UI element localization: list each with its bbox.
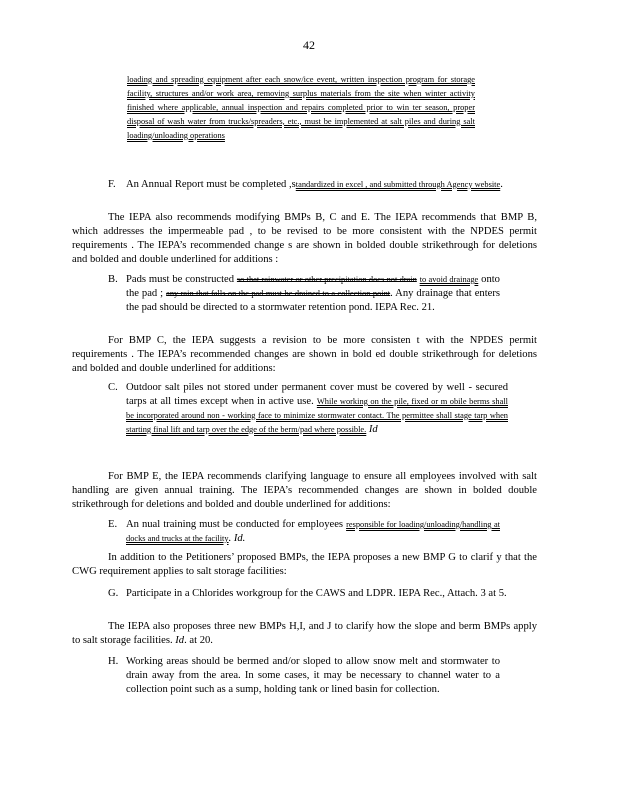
citation: Id — [368, 423, 378, 435]
citation: . Id. — [228, 532, 246, 544]
paragraph-text: For BMP E, the IEPA recommends clarifying language to ensure all employees involved with salt handling are given annual training. The IEPA’s recommended changes are shown in bolded double strikethrough for deletions and bolded and double underlined for additions: — [72, 471, 537, 510]
paragraph-3 — [72, 470, 537, 512]
item-text: Pads must be constructed — [126, 274, 235, 285]
item-text: Participate in a Chlorides workgroup for the CAWS and LDPR. IEPA Rec., Attach. 3 at 5. — [126, 588, 507, 599]
deleted-text: any rain that falls on the pad must be drained to a collection point — [166, 288, 391, 298]
paragraph-2 — [72, 334, 537, 376]
paragraph-1 — [72, 211, 537, 267]
item-text-mid: onto the pad ; — [126, 274, 500, 299]
continued-item-text — [127, 73, 475, 143]
added-text: loading and spreading equipment after each snow/ice event, written inspection program for storage facility, structures and/or work area, removing surplus materials from the site when winter activity finished where applicable, annual inspection and repairs completed prior to win ter season, proper disposal of wash water from trucks/spreaders, etc., must be implemented at salt piles and during salt loading/unloading operations — [127, 75, 475, 140]
paragraph-text: For BMP C, the IEPA suggests a revision to be more consisten t with the NPDES permit requirements . The IEPA’s recommended changes are shown in bold ed double strikethrough for deletions and bolded and double underlined for additions: — [72, 335, 537, 374]
item-label: B. — [108, 274, 118, 285]
item-b — [108, 273, 500, 315]
paragraph-4 — [72, 551, 537, 579]
item-g — [108, 587, 533, 601]
item-text: An Annual Report must be completed ,s — [126, 179, 296, 190]
item-label: F. — [108, 179, 116, 190]
paragraph-text-end: . at 20. — [184, 634, 213, 646]
item-e — [108, 518, 500, 546]
added-text: responsible for loading/unloading/handling at docks and trucks at the facility — [126, 520, 500, 543]
deleted-text: so that rainwater or other precipitation does not drain — [236, 275, 417, 284]
item-label: E. — [108, 519, 118, 530]
item-text: Outdoor salt piles not stored under permanent cover must be covered by well - secured tarps at all times except when in active use. — [126, 382, 508, 407]
item-f — [108, 178, 508, 192]
page-number: 42 — [303, 38, 315, 52]
paragraph-text: In addition to the Petitioners’ proposed BMPs, the IEPA proposes a new BMP G to clarif y that the CWG requirement applies to salt storage facilities: — [72, 552, 537, 577]
paragraph-5 — [72, 620, 537, 648]
added-text: tandardized in excel , and submitted through Agency website — [295, 180, 501, 189]
paragraph-text: The IEPA also proposes three new BMPs H,I, and J to clarify how the slope and berm BMPs apply to salt storage facilities. — [72, 621, 537, 646]
item-label: G. — [108, 588, 119, 599]
paragraph-text: The IEPA also recommends modifying BMPs B, C and E. The IEPA recommends that BMP B, which addresses the impermeable pad , to be revised to be more consistent with the NPDES permit requirements . The IEPA’s recommended change s are shown in bolded double strikethrough for deletions and bolded and double underlined for additions : — [72, 212, 537, 265]
item-label: H. — [108, 656, 119, 667]
item-text-end: . Any drainage that enters the pad should be directed to a stormwater retention pond. IEPA Rec. 21. — [126, 287, 500, 313]
item-h — [108, 655, 500, 697]
item-text: An nual training must be conducted for employees — [126, 519, 344, 530]
item-text: Working areas should be bermed and/or sloped to allow snow melt and stormwater to drain away from the area. In some cases, it may be necessary to channel water to a collection point such as a sump, holding tank or lined basin for collection. — [126, 656, 500, 695]
added-text: to avoid drainage — [419, 275, 479, 284]
item-c — [108, 381, 508, 437]
citation: Id — [175, 634, 185, 646]
item-label: C. — [108, 382, 118, 393]
added-text: While working on the pile, fixed or m obile berms shall be incorporated around non - working face to minimize stormwater contact. The permittee shall stage tarp when starting final lift and tarp over the edge of the berm/pad where possible. — [126, 396, 508, 434]
item-end-text: . — [500, 179, 503, 190]
